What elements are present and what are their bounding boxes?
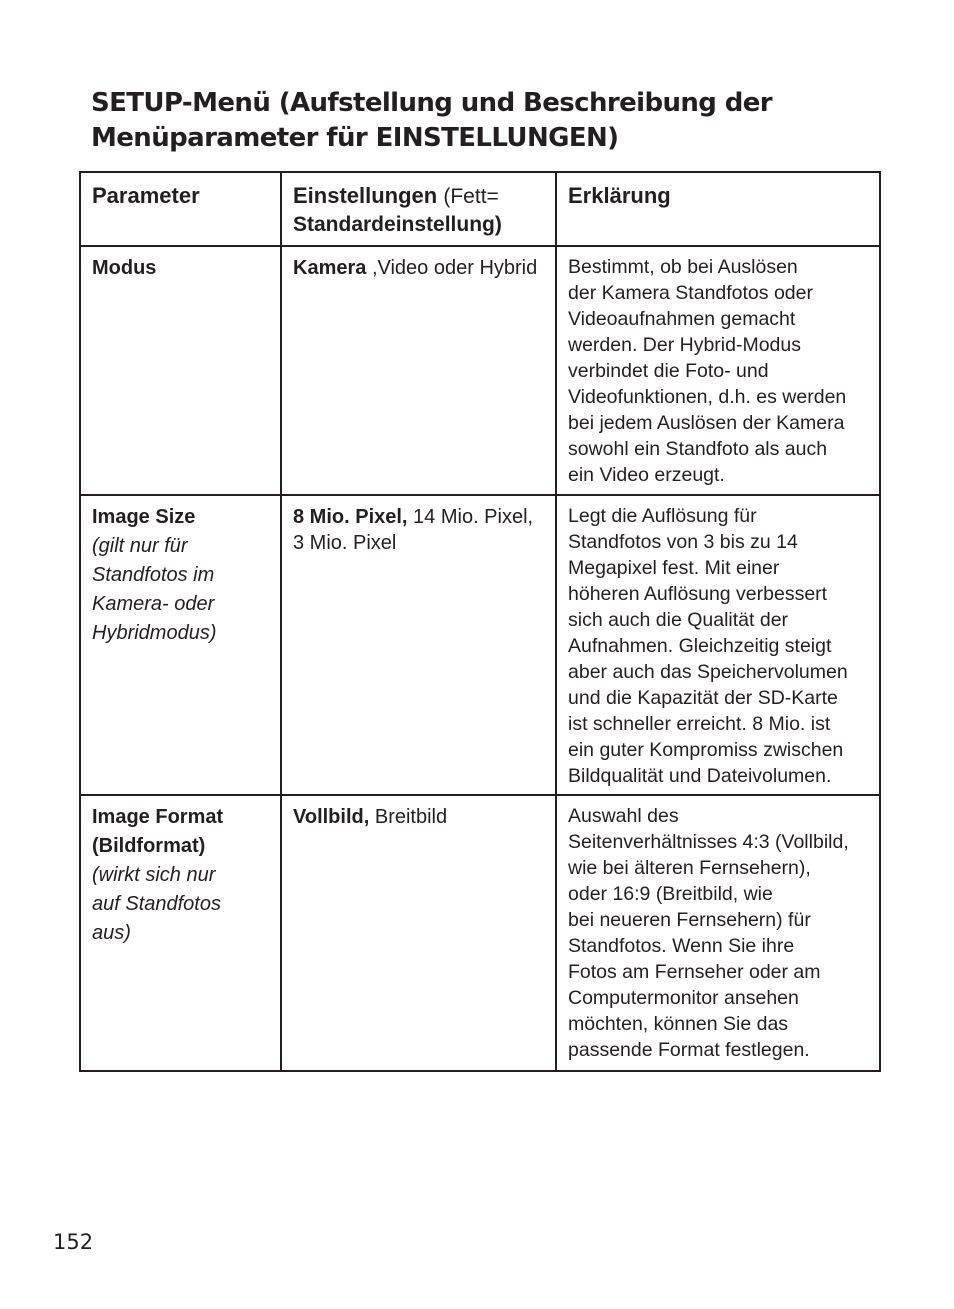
parameter-note: Kamera- oder — [92, 593, 215, 615]
parameter-note: aus) — [92, 922, 131, 944]
explanation-line: aber auch das Speichervolumen — [568, 661, 848, 683]
header-settings-sub: Standardeinstellung) — [293, 213, 502, 236]
explanation-line: Fotos am Fernseher oder am — [568, 961, 821, 983]
explanation-line: Videoaufnahmen gemacht — [568, 308, 796, 330]
table-header-row — [80, 172, 880, 246]
default-setting: Vollbild, — [293, 806, 370, 828]
explanation-line: Seitenverhältnisses 4:3 (Vollbild, — [568, 831, 849, 853]
explanation-cell — [556, 495, 880, 795]
setup-menu-table — [79, 171, 881, 1072]
explanation-line: oder 16:9 (Breitbild, wie — [568, 883, 773, 905]
header-parameter: Parameter — [80, 172, 281, 246]
parameter-cell — [80, 795, 281, 1071]
explanation-cell — [556, 795, 880, 1071]
explanation-cell — [556, 246, 880, 495]
header-settings-label: Einstellungen — [293, 183, 444, 208]
explanation-line: passende Format festlegen. — [568, 1039, 810, 1061]
other-settings: Breitbild — [369, 806, 448, 828]
explanation-line: Bildqualität und Dateivolumen. — [568, 765, 832, 787]
default-setting: 8 Mio. Pixel, — [293, 506, 408, 528]
explanation-line: verbindet die Foto- und — [568, 360, 769, 382]
settings-cell — [281, 495, 556, 795]
parameter-note: (wirkt sich nur — [92, 864, 216, 886]
table-row-image-format — [80, 795, 880, 1071]
settings-cell — [281, 246, 556, 495]
explanation-line: Auswahl des — [568, 805, 679, 827]
explanation-line: Bestimmt, ob bei Auslösen — [568, 256, 798, 278]
page-title — [91, 86, 891, 156]
explanation-line: Computermonitor ansehen — [568, 987, 799, 1009]
parameter-name: Image Format (Bildformat) — [92, 806, 224, 857]
explanation-line: Megapixel fest. Mit einer — [568, 557, 780, 579]
other-settings: 14 Mio. Pixel, 3 Mio. Pixel — [293, 506, 534, 554]
parameter-note: Standfotos im — [92, 564, 215, 586]
header-settings-note: (Fett= — [443, 185, 499, 208]
default-setting: Kamera — [293, 257, 367, 279]
parameter-note: (gilt nur für — [92, 535, 188, 557]
parameter-cell — [80, 495, 281, 795]
explanation-line: ein Video erzeugt. — [568, 464, 725, 486]
parameter-cell — [80, 246, 281, 495]
explanation-line: höheren Auflösung verbessert — [568, 583, 828, 605]
header-explanation: Erklärung — [556, 172, 880, 246]
settings-cell — [281, 795, 556, 1071]
explanation-line: der Kamera Standfotos oder — [568, 282, 813, 304]
explanation-line: werden. Der Hybrid-Modus — [568, 334, 802, 356]
explanation-line: ist schneller erreicht. 8 Mio. ist — [568, 713, 831, 735]
table-row-image-size — [80, 495, 880, 795]
explanation-line: und die Kapazität der SD-Karte — [568, 687, 838, 709]
explanation-line: Legt die Auflösung für — [568, 505, 757, 527]
explanation-line: Standfotos von 3 bis zu 14 — [568, 531, 798, 553]
other-settings: ,Video oder Hybrid — [366, 257, 538, 279]
explanation-line: möchten, können Sie das — [568, 1013, 789, 1035]
parameter-name: Image Size — [92, 506, 196, 528]
header-settings — [281, 172, 556, 246]
explanation-line: ein guter Kompromiss zwischen — [568, 739, 844, 761]
explanation-line: Aufnahmen. Gleichzeitig steigt — [568, 635, 832, 657]
table-row-modus — [80, 246, 880, 495]
explanation-line: bei jedem Auslösen der Kamera — [568, 412, 845, 434]
page-title-line-1: SETUP-Menü (Aufstellung und Beschreibung der — [91, 88, 773, 118]
parameter-note: Hybridmodus) — [92, 622, 217, 644]
page-number: 152 — [53, 1230, 94, 1254]
explanation-line: Standfotos. Wenn Sie ihre — [568, 935, 795, 957]
explanation-line: sowohl ein Standfoto als auch — [568, 438, 828, 460]
explanation-line: Videofunktionen, d.h. es werden — [568, 386, 847, 408]
page-title-line-2: Menüparameter für EINSTELLUNGEN) — [91, 123, 619, 153]
parameter-name: Modus — [92, 257, 157, 279]
explanation-line: sich auch die Qualität der — [568, 609, 789, 631]
explanation-line: bei neueren Fernsehern) für — [568, 909, 811, 931]
parameter-note: auf Standfotos — [92, 893, 221, 915]
explanation-line: wie bei älteren Fernsehern), — [568, 857, 811, 879]
